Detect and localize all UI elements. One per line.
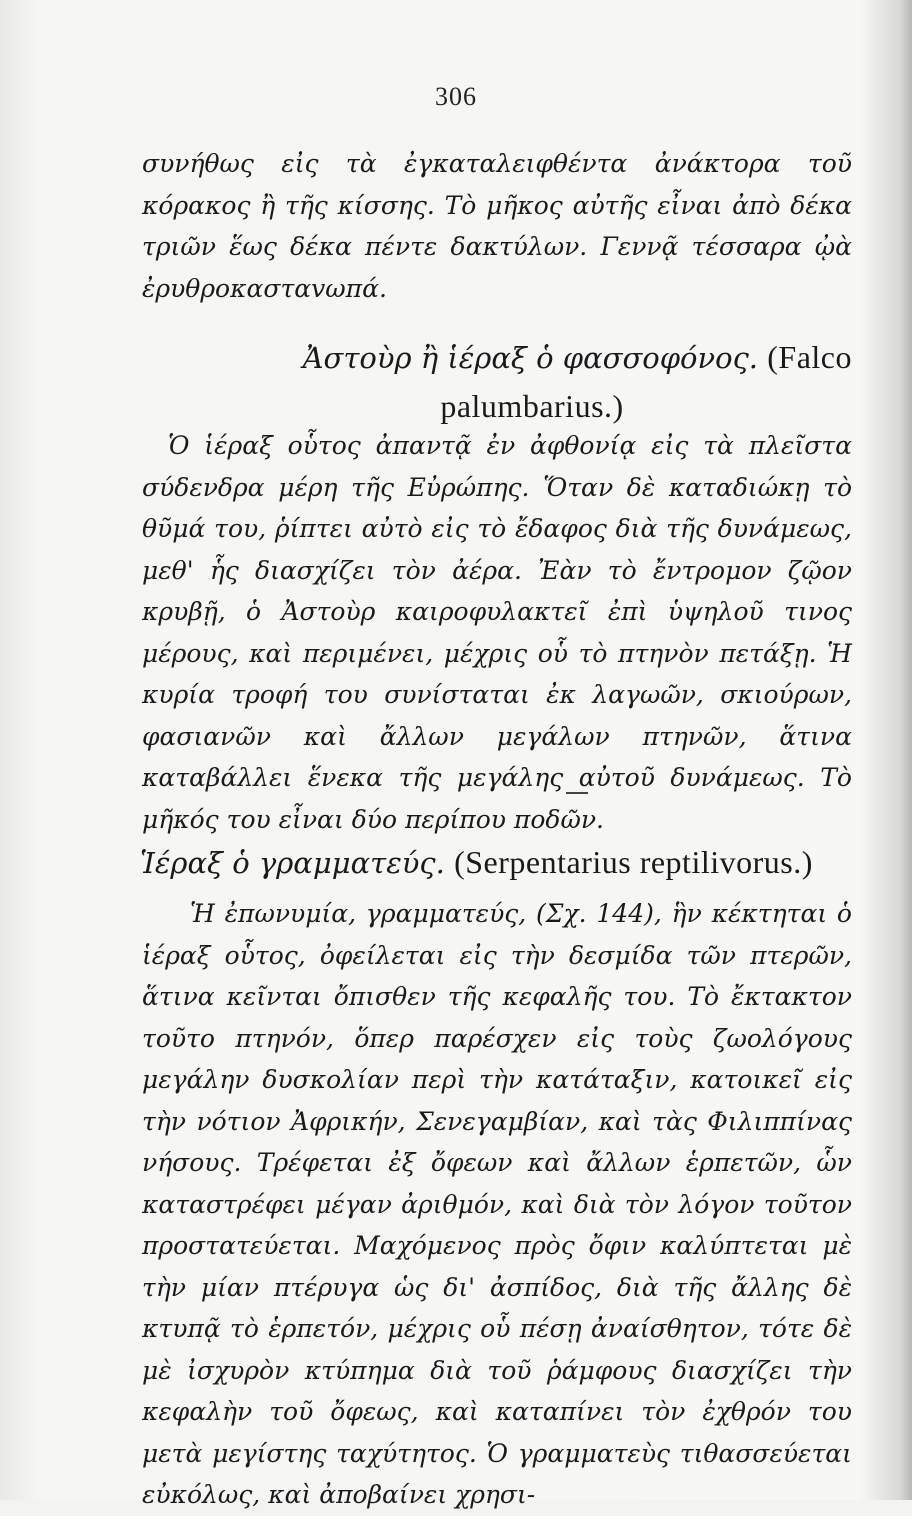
heading-latin-name-end: palumbarius.) bbox=[440, 388, 624, 424]
paragraph-astour-description: Ὁ ἱέραξ οὗτος ἀπαντᾷ ἐν ἀφθονίᾳ εἰς τὰ πλεῖστα σύδενδρα μέρη τῆς Εὐρώπης. Ὅταν δὲ καταδιώκῃ τὸ θῦμά του, ῥίπτει αὐτὸ εἰς τὸ ἔδαφος διὰ τῆς δυνάμεως, μεθ' ἧς διασχίζει τὸν ἀέρα. Ἐὰν τὸ ἔντρομον ζῷον κρυβῇ, ὁ Ἀστοὺρ καιροφυλακτεῖ ἐπὶ ὑψηλοῦ τινος μέρους, καὶ περιμένει, μέχρις οὗ τὸ πτηνὸν πετάξῃ. Ἡ κυρία τροφή του συνίσταται ἐκ λαγωῶν, σκιούρων, φασιανῶν καὶ ἄλλων μεγάλων πτηνῶν, ἅτινα καταβάλλει ἕνεκα τῆς μεγάλης αὐτοῦ δυνάμεως. Τὸ μῆκός του εἶναι δύο περίπου ποδῶν. bbox=[142, 431, 852, 834]
separator-dash bbox=[566, 792, 588, 794]
heading-latin-name: (Serpentarius reptilivorus.) bbox=[454, 844, 813, 880]
heading-greek-title: Ἱέραξ ὁ γραμματεύς. bbox=[140, 846, 445, 880]
heading-latin-name-start: (Falco bbox=[767, 339, 852, 375]
heading-greek-title: Ἀστοὺρ ἢ ἱέραξ ὁ φασσοφόνος. bbox=[302, 341, 759, 375]
page-number: 306 bbox=[435, 82, 477, 111]
section-heading-grammateus bbox=[140, 838, 860, 887]
paragraph-continuation: συνήθως εἰς τὰ ἐγκαταλειφθέντα ἀνάκτορα τοῦ κόρακος ἢ τῆς κίσσης. Τὸ μῆκος αὐτῆς εἶναι ἀπὸ δέκα τριῶν ἕως δέκα πέντε δακτύλων. Γεννᾷ τέσσαρα ᾠὰ ἐρυθροκασταvωπά. bbox=[142, 149, 852, 303]
section-heading-astour bbox=[142, 333, 852, 430]
paragraph-grammateus-description: Ἡ ἐπωνυμία, γραμματεύς, (Σχ. 144), ἣν κέκτηται ὁ ἱέραξ οὗτος, ὀφείλεται εἰς τὴν δεσμίδα τῶν πτερῶν, ἅτινα κεῖνται ὄπισθεν τῆς κεφαλῆς του. Τὸ ἔκτακτον τοῦτο πτηνόν, ὅπερ παρέσχεν εἰς τοὺς ζωολόγους μεγάλην δυσκολίαν περὶ τὴν κατάταξιν, κατοικεῖ εἰς τὴν νότιον Ἀφρικήν, Σενεγαμβίαν, καὶ τὰς Φιλιππίνας νήσους. Τρέφεται ἐξ ὄφεων καὶ ἄλλων ἑρπετῶν, ὧν καταστρέφει μέγαν ἀριθμόν, καὶ διὰ τὸν λόγον τοῦτον προστατεύεται. Μαχόμενος πρὸς ὄφιν καλύπτεται μὲ τὴν μίαν πτέρυγα ὡς δι' ἀσπίδος, διὰ τῆς ἄλλης δὲ κτυπᾷ τὸ ἑρπετόν, μέχρις οὗ πέσῃ ἀναίσθητον, τότε δὲ μὲ ἰσχυρὸν κτύπημα διὰ τοῦ ῥάμφους διασχίζει τὴν κεφαλὴν τοῦ ὄφεως, καὶ καταπίνει τὸν ἐχθρόν του μετὰ μεγίστης ταχύτητος. Ὁ γραμματεὺς τιθασσεύεται εὐκόλως, καὶ ἀποβαίνει χρησι- bbox=[142, 899, 852, 1509]
